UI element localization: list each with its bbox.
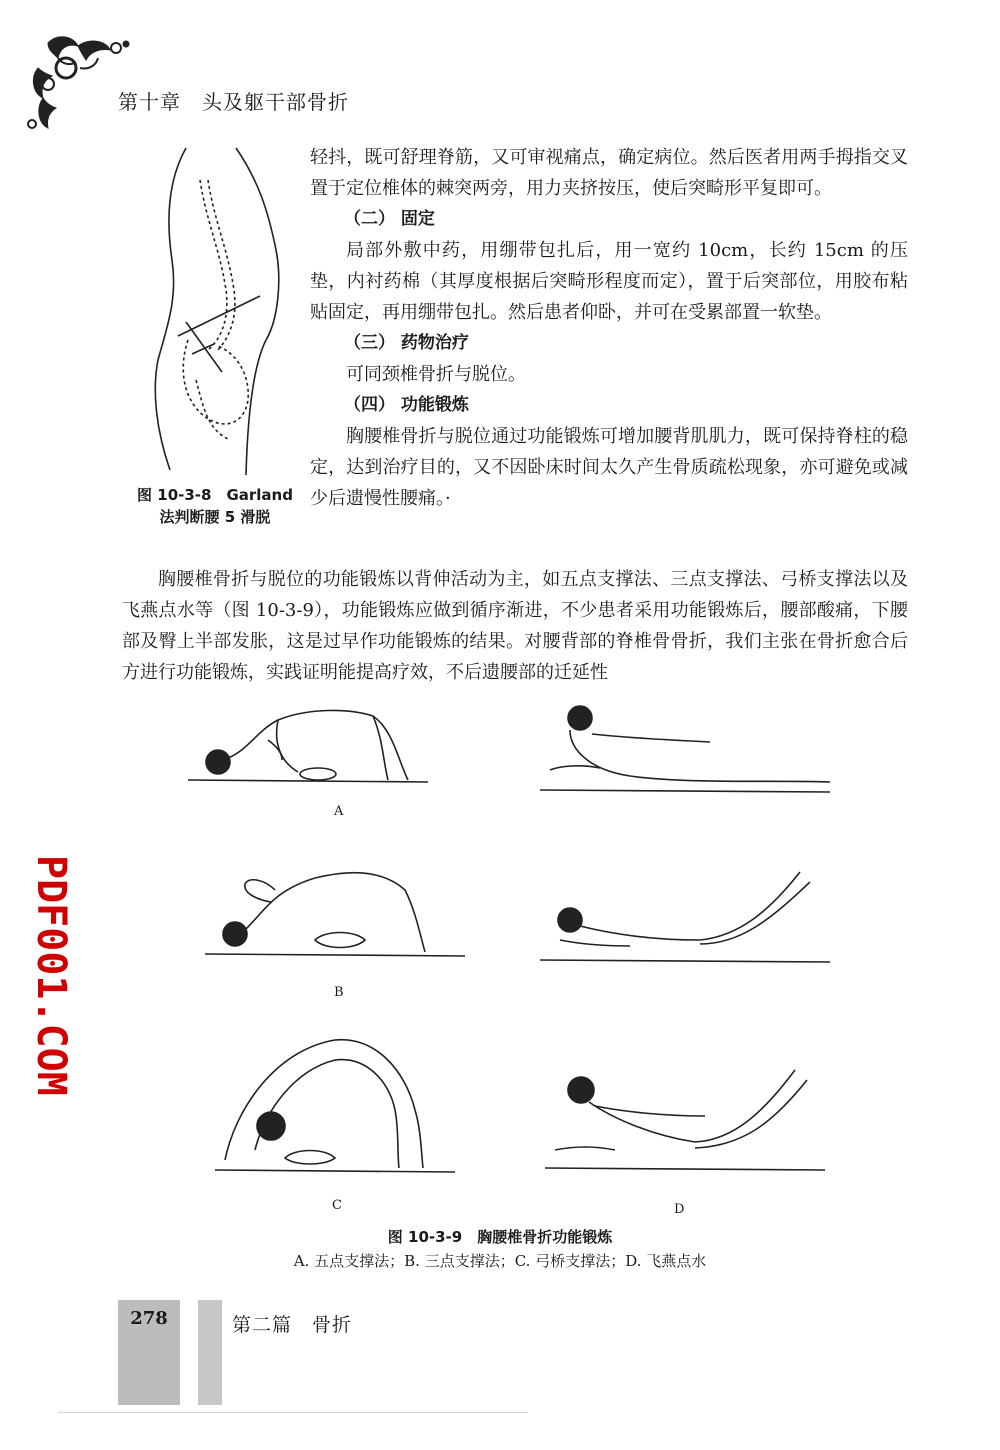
figure-10-3-8-caption-line2: 法判断腰 5 滑脱: [159, 508, 271, 526]
paragraph-reduction: 轻抖，既可舒理脊筋，又可审视痛点，确定病位。然后医者用两手拇指交叉置于定位椎体的棘突两旁，用力夹挤按压，使后突畸形平复即可。: [310, 147, 908, 199]
part-title: 第二篇 骨折: [232, 1314, 353, 1336]
paragraph-fixation: 局部外敷中药，用绷带包扎后，用一宽约 10cm，长约 15cm 的压垫，内衬药棉（其厚度根据后突畸形程度而定），置于后突部位，用胶布粘贴固定，再用绷带包扎。然后患者仰卧，并可在受累部置一软垫。: [310, 240, 908, 323]
watermark-text: PDF001.COM: [28, 855, 74, 1096]
main-text-column: [310, 142, 908, 514]
swallow-pose-drawing-1: [540, 700, 840, 800]
paragraph-exercise-method: 胸腰椎骨折与脱位的功能锻炼以背伸活动为主，如五点支撑法、三点支撑法、弓桥支撑法以及飞燕点水等（图 10-3-9），功能锻炼应做到循序渐进，不少患者采用功能锻炼后，腰部酸痛，下腰部及臀上半部发胀，这是过早作功能锻炼的结果。对腰背部的脊椎骨骨折，我们主张在骨折愈合后方进行功能锻炼，实践证明能提高疗效，不后遗腰部的迁延性: [122, 569, 908, 683]
five-point-support-drawing: [178, 700, 438, 800]
heading-fixation: （二） 固定: [344, 209, 435, 229]
heading-exercise: （四） 功能锻炼: [344, 395, 469, 415]
figure-10-3-8-caption-line1: 图 10-3-8 Garland: [137, 486, 293, 504]
paragraph-exercise-benefit: 胸腰椎骨折与脱位通过功能锻炼可增加腰背肌肌力，既可保持脊柱的稳定，达到治疗目的，又不因卧床时间太久产生骨质疏松现象，亦可避免或减少后遗慢性腰痛。·: [310, 426, 908, 509]
footer-accent-bar: [198, 1300, 222, 1405]
arch-bridge-support-drawing: [195, 1030, 465, 1190]
figure-10-3-8-caption: [130, 484, 300, 528]
heading-medication: （三） 药物治疗: [344, 333, 469, 353]
panel-label-c: C: [332, 1198, 342, 1213]
watermark-logo: [4, 855, 74, 1115]
corner-ornament-icon: [18, 28, 138, 138]
paragraph-medication: 可同颈椎骨折与脱位。: [346, 364, 526, 385]
footer-divider: [180, 1300, 198, 1405]
bottom-rule: [58, 1412, 528, 1413]
chapter-title: 第十章 头及躯干部骨折: [118, 90, 349, 114]
spine-lateral-drawing: [148, 140, 298, 480]
swallow-pose-drawing-2: [540, 860, 840, 970]
panel-label-d: D: [674, 1202, 685, 1217]
figure-10-3-9-legend: A. 五点支撑法；B. 三点支撑法；C. 弓桥支撑法；D. 飞燕点水: [293, 1252, 707, 1270]
panel-label-b: B: [334, 985, 344, 1000]
page-number: 278: [130, 1308, 168, 1329]
panel-label-a: A: [334, 804, 344, 819]
swallow-pose-drawing-3: [545, 1050, 835, 1180]
three-point-support-drawing: [205, 860, 475, 970]
figure-10-3-9-caption: 图 10-3-9 胸腰椎骨折功能锻炼: [387, 1228, 613, 1246]
